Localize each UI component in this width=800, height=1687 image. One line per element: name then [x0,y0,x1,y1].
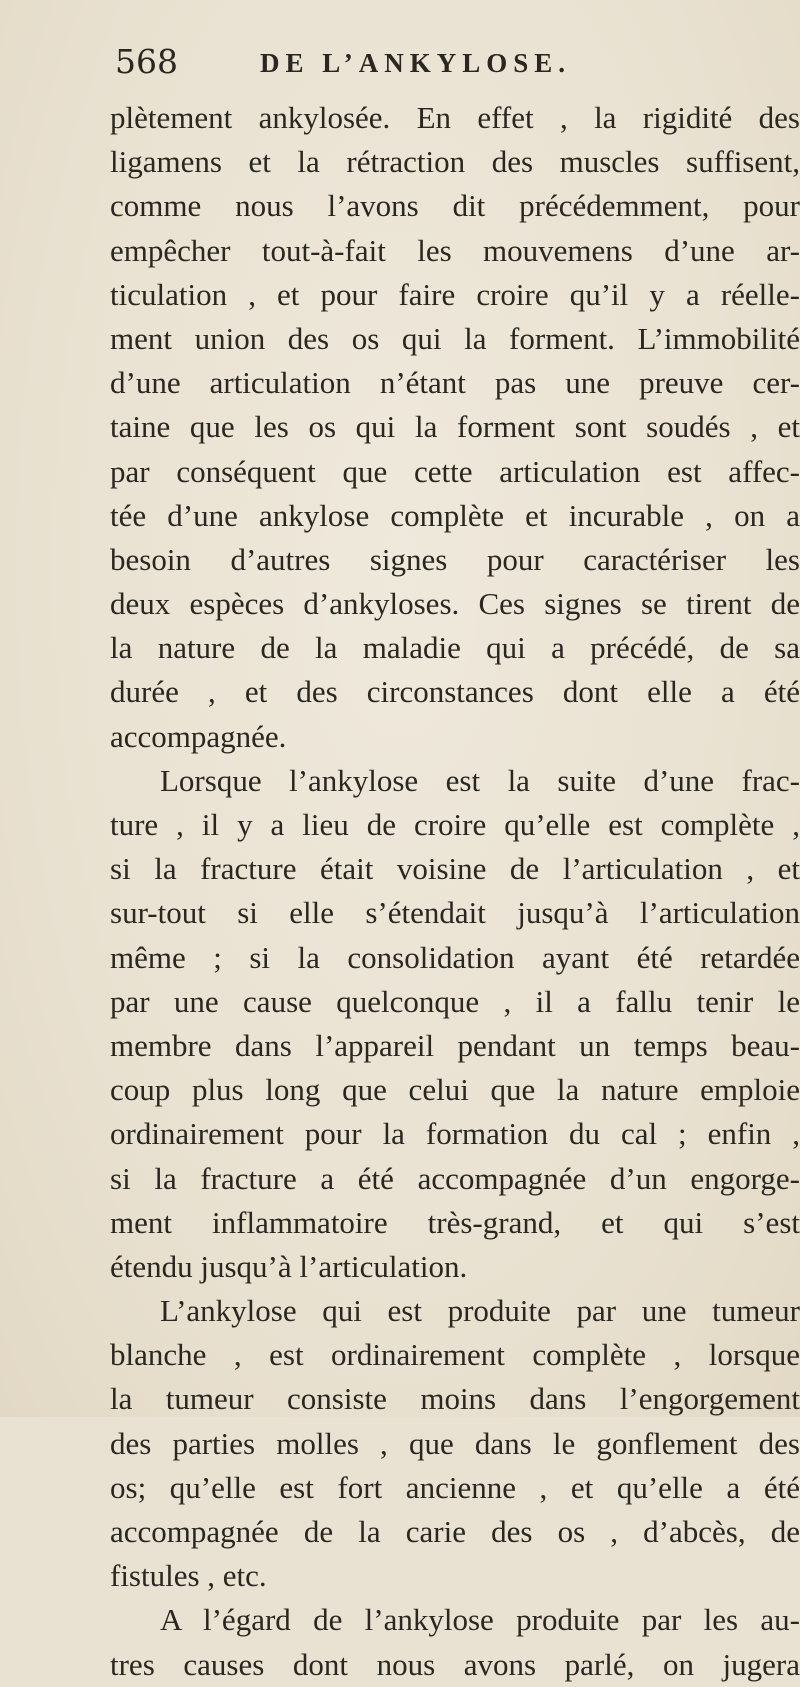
text-line: ligamens et la rétraction des muscles suffisent, [110,144,800,180]
text-line: tée d’une ankylose complète et incurable , on a [110,497,800,533]
text-line: des parties molles , que dans le gonflement des [110,1425,800,1461]
text-line-paragraph-start: Lorsque l’ankylose est la suite d’une frac- [160,762,800,798]
text-line: comme nous l’avons dit précédemment, pour [110,188,800,224]
text-line: taine que les os qui la forment sont soudés , et [110,409,800,445]
text-line-paragraph-start: L’ankylose qui est produite par une tumeur [160,1293,800,1329]
text-line: coup plus long que celui que la nature emploie [110,1072,800,1108]
text-line: durée , et des circonstances dont elle a été [110,674,800,710]
text-line: ture , il y a lieu de croire qu’elle est complète , [110,807,800,842]
text-line: ticulation , et pour faire croire qu’il y a réelle- [110,276,800,312]
text-line: ordinairement pour la formation du cal ; enfin , [110,1116,800,1152]
text-line: os; qu’elle est fort ancienne , et qu’elle a été [110,1469,800,1505]
text-line: d’une articulation n’étant pas une preuve cer- [110,365,800,401]
page-header [115,42,795,102]
text-line-paragraph-end: accompagnée. [110,718,287,754]
text-line: la nature de la maladie qui a précédé, de sa [110,630,800,666]
page-number: 568 [115,42,178,81]
text-line: si la fracture a été accompagnée d’un engorge- [110,1160,800,1196]
text-line: ment inflammatoire très-grand, et qui s’est [110,1204,800,1240]
text-line: membre dans l’appareil pendant un temps beau- [110,1027,800,1063]
text-line: si la fracture était voisine de l’articulation , et [110,851,800,887]
text-line: blanche , est ordinairement complète , lorsque [110,1337,800,1373]
text-line-paragraph-end: étendu jusqu’à l’articulation. [110,1248,468,1284]
running-head: DE L’ANKYLOSE. [260,48,572,78]
text-line: la tumeur consiste moins dans l’engorgement [110,1381,800,1417]
text-line: tres causes dont nous avons parlé, on jugera [110,1646,800,1682]
text-line: besoin d’autres signes pour caractériser les [110,541,800,577]
text-line: plètement ankylosée. En effet , la rigidité des [110,100,800,135]
text-line: par une cause quelconque , il a fallu tenir le [110,983,800,1019]
text-line: ment union des os qui la forment. L’immobilité [110,320,800,356]
text-line: empêcher tout-à-fait les mouvemens d’une ar- [110,232,800,268]
text-line-paragraph-end: fistules , etc. [110,1558,267,1594]
text-line: deux espèces d’ankyloses. Ces signes se tirent de [110,586,800,622]
text-line: accompagnée de la carie des os , d’abcès, de [110,1514,800,1549]
text-line: sur-tout si elle s’étendait jusqu’à l’articulation [110,895,800,931]
text-line: par conséquent que cette articulation est affec- [110,453,800,489]
text-line-paragraph-start: A l’égard de l’ankylose produite par les au- [160,1602,800,1638]
body-text [110,96,800,1687]
text-line: même ; si la consolidation ayant été retardée [110,939,800,975]
